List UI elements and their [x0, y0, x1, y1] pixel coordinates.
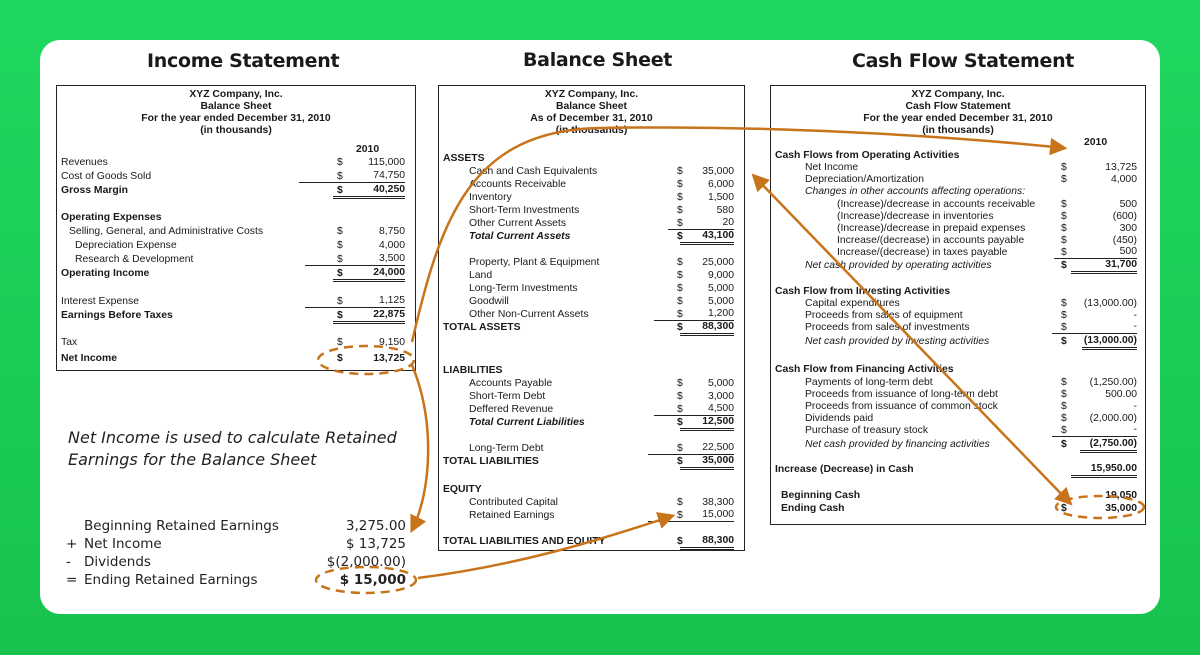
row-value: 19,050	[1105, 490, 1137, 501]
row-value: 6,000	[707, 179, 734, 190]
currency-symbol: $	[677, 283, 683, 294]
currency-symbol: $	[677, 404, 683, 415]
currency-symbol: $	[1061, 298, 1067, 309]
net-income-row	[57, 352, 415, 365]
statement-period: For the year ended December 31, 2010	[141, 113, 331, 124]
currency-symbol: $	[337, 254, 343, 265]
taxes-change-row	[771, 246, 1145, 259]
row-value: 43,100	[680, 230, 734, 245]
row-label: Interest Expense	[61, 296, 139, 307]
currency-symbol: $	[337, 226, 343, 237]
row-label: Selling, General, and Administrative Costs	[69, 226, 264, 237]
retained-value: 3,275.00	[345, 518, 406, 534]
row-value: 5,000	[707, 283, 734, 294]
row-label: Proceeds from sales of investments	[805, 322, 970, 333]
row-label: (Increase)/decrease in prepaid expenses	[837, 223, 1026, 234]
row-value: 1,125	[305, 295, 405, 308]
retained-row	[66, 572, 406, 589]
row-value: 13,725	[373, 353, 405, 364]
total-liabilities-row	[439, 455, 744, 468]
goodwill-row	[439, 295, 744, 308]
currency-symbol: $	[677, 166, 683, 177]
row-label: Other Non-Current Assets	[469, 309, 589, 320]
statement-units: (in thousands)	[200, 125, 272, 136]
row-value: 12,500	[680, 416, 734, 431]
row-label: Total Current Assets	[469, 231, 571, 242]
revenues-row	[57, 156, 415, 169]
row-value: 3,000	[707, 391, 734, 402]
row-label: Tax	[61, 337, 78, 348]
row-label: Cash and Cash Equivalents	[469, 166, 598, 177]
currency-symbol: $	[337, 240, 343, 251]
financing-heading	[771, 363, 1145, 376]
row-value: 8,750	[378, 226, 405, 237]
row-value: 88,300	[680, 321, 734, 336]
ltd-row	[439, 442, 744, 455]
row-value: 4,500	[654, 403, 734, 416]
row-label: Retained Earnings	[469, 510, 555, 521]
currency-symbol: $	[677, 443, 683, 454]
row-label: TOTAL LIABILITIES	[443, 456, 539, 467]
row-label: Land	[469, 270, 493, 281]
std-row	[439, 390, 744, 403]
retained-label: Net Income	[84, 536, 162, 552]
row-value: 35,000	[702, 166, 734, 177]
row-label: Earnings Before Taxes	[61, 310, 173, 321]
balance-sheet-sheet	[438, 85, 745, 551]
row-value: (1,250.00)	[1089, 377, 1137, 388]
cogs-row	[57, 170, 415, 183]
cash-flow-statement-sheet	[770, 85, 1146, 525]
currency-symbol: $	[337, 157, 343, 168]
retained-value: $ 13,725	[345, 536, 406, 552]
assets-heading	[439, 152, 744, 165]
ar-row	[439, 178, 744, 191]
currency-symbol: $	[337, 185, 343, 196]
row-value: 35,000	[680, 455, 734, 470]
currency-symbol: $	[337, 296, 343, 307]
statement-name: Balance Sheet	[555, 101, 628, 112]
rnd-row	[57, 253, 415, 266]
currency-symbol: $	[677, 510, 683, 521]
row-label: Dividends paid	[805, 413, 874, 424]
row-label: Gross Margin	[61, 185, 128, 196]
currency-symbol: $	[677, 296, 683, 307]
row-label: Increase (Decrease) in Cash	[775, 464, 914, 475]
row-value: 15,950.00	[1071, 463, 1137, 478]
other-current-row	[439, 217, 744, 230]
changes-heading	[771, 185, 1145, 198]
currency-symbol: $	[1061, 223, 1067, 234]
currency-symbol: $	[677, 391, 683, 402]
row-label: Short-Term Debt	[469, 391, 546, 402]
note-line-2: Earnings for the Balance Sheet	[68, 450, 317, 469]
currency-symbol: $	[677, 205, 683, 216]
row-value: 5,000	[707, 296, 734, 307]
row-value: -	[1133, 401, 1137, 412]
row-label: ASSETS	[443, 153, 485, 164]
sga-row	[57, 225, 415, 238]
row-label: Proceeds from issuance of long-term debt	[805, 389, 998, 400]
retained-label: Dividends	[84, 554, 151, 570]
cash-row	[439, 165, 744, 178]
cash-flow-header	[771, 86, 1145, 137]
row-value: -	[1133, 310, 1137, 321]
row-value: 25,000	[702, 257, 734, 268]
retained-earnings-row	[439, 509, 744, 522]
row-value: (2,750.00)	[1080, 438, 1137, 453]
total-current-assets-row	[439, 230, 744, 243]
currency-symbol: $	[337, 268, 343, 279]
currency-symbol: $	[1061, 413, 1067, 424]
row-label: Accounts Payable	[469, 378, 553, 389]
row-label: LIABILITIES	[443, 365, 503, 376]
currency-symbol: $	[1061, 389, 1067, 400]
row-value: (2,000.00)	[1089, 413, 1137, 424]
statement-period: For the year ended December 31, 2010	[863, 113, 1053, 124]
balance-sheet-title: Balance Sheet	[523, 49, 673, 71]
net-income-to-retained-arrow	[412, 365, 428, 530]
income-statement-sheet	[56, 85, 416, 371]
row-value: 31,700	[1071, 259, 1137, 274]
row-label: Operating Expenses	[61, 212, 162, 223]
row-label: Changes in other accounts affecting operations:	[805, 186, 1026, 197]
row-value: 1,200	[654, 308, 734, 321]
row-label: EQUITY	[443, 484, 482, 495]
currency-symbol: $	[337, 171, 343, 182]
ebt-row	[57, 309, 415, 322]
row-label: Deffered Revenue	[469, 404, 554, 415]
row-value: 1,500	[707, 192, 734, 203]
row-label: (Increase)/decrease in inventories	[837, 211, 994, 222]
currency-symbol: $	[337, 310, 343, 321]
row-label: TOTAL ASSETS	[443, 322, 521, 333]
balance-sheet-header	[439, 86, 744, 137]
row-value: 4,000	[1110, 174, 1137, 185]
row-value: 500.00	[1105, 389, 1137, 400]
row-label: Proceeds from sales of equipment	[805, 310, 963, 321]
currency-symbol: $	[677, 179, 683, 190]
row-value: -	[1052, 424, 1137, 437]
row-value: -	[1052, 321, 1137, 334]
row-label: Goodwill	[469, 296, 509, 307]
operator: =	[66, 572, 78, 588]
row-value: 5,000	[707, 378, 734, 389]
row-value: 4,000	[378, 240, 405, 251]
sti-row	[439, 204, 744, 217]
currency-symbol: $	[1061, 322, 1067, 333]
row-label: Property, Plant & Equipment	[469, 257, 600, 268]
total-assets-row	[439, 321, 744, 334]
row-value: (13,000.00)	[1083, 298, 1137, 309]
row-label: Other Current Assets	[469, 218, 567, 229]
currency-symbol: $	[1061, 377, 1067, 388]
row-label: Purchase of treasury stock	[805, 425, 929, 436]
currency-symbol: $	[677, 309, 683, 320]
currency-symbol: $	[677, 218, 683, 229]
row-value: 15,000	[648, 509, 734, 522]
currency-symbol: $	[337, 353, 343, 364]
ending-cash-row	[771, 502, 1145, 515]
cash-flow-statement-title: Cash Flow Statement	[852, 50, 1075, 72]
currency-symbol: $	[1061, 235, 1067, 246]
net-investing-row	[771, 335, 1145, 348]
retained-label: Ending Retained Earnings	[84, 572, 258, 588]
currency-symbol: $	[677, 378, 683, 389]
currency-symbol: $	[677, 257, 683, 268]
row-label: Beginning Cash	[781, 490, 861, 501]
year-column-header: 2010	[356, 144, 380, 155]
row-label: Research & Development	[75, 254, 194, 265]
currency-symbol: $	[1061, 174, 1067, 185]
row-label: Proceeds from issuance of common stock	[805, 401, 998, 412]
retained-row	[66, 536, 406, 553]
currency-symbol: $	[1061, 425, 1067, 436]
currency-symbol: $	[1061, 211, 1067, 222]
operator: +	[66, 536, 78, 552]
row-label: Total Current Liabilities	[469, 417, 585, 428]
currency-symbol: $	[677, 456, 683, 467]
row-value: 74,750	[299, 170, 405, 183]
row-value: (450)	[1112, 235, 1137, 246]
investment-sales-row	[771, 321, 1145, 334]
year-column-header: 2010	[1084, 137, 1108, 148]
company-name: XYZ Company, Inc.	[189, 89, 283, 100]
equity-heading	[439, 483, 744, 496]
row-value: 35,000	[1105, 503, 1137, 514]
row-value: 500	[1119, 199, 1137, 210]
ap-row	[439, 377, 744, 390]
row-value: (600)	[1112, 211, 1137, 222]
total-current-liabilities-row	[439, 416, 744, 429]
row-label: Revenues	[61, 157, 108, 168]
currency-symbol: $	[677, 270, 683, 281]
retained-value: $ 15,000	[339, 572, 406, 588]
income-statement-header	[57, 86, 415, 137]
statement-units: (in thousands)	[922, 125, 994, 136]
currency-symbol: $	[337, 337, 343, 348]
row-value: 22,875	[333, 309, 405, 324]
currency-symbol: $	[677, 231, 683, 242]
row-value: 3,500	[305, 253, 405, 266]
row-value: 500	[1054, 246, 1137, 259]
statement-period: As of December 31, 2010	[530, 113, 653, 124]
deferred-revenue-row	[439, 403, 744, 416]
currency-symbol: $	[677, 192, 683, 203]
other-noncurrent-row	[439, 308, 744, 321]
explanation-note	[68, 427, 397, 471]
row-label: (Increase)/decrease in accounts receivable	[837, 199, 1036, 210]
row-value: 13,725	[1105, 162, 1137, 173]
row-label: Net cash provided by operating activities	[805, 260, 992, 271]
retained-row	[66, 518, 406, 535]
row-label: Cost of Goods Sold	[61, 171, 152, 182]
company-name: XYZ Company, Inc.	[544, 89, 639, 100]
beginning-cash-row	[771, 489, 1145, 502]
row-label: Payments of long-term debt	[805, 377, 933, 388]
row-label: Long-Term Debt	[469, 443, 544, 454]
row-label: Contributed Capital	[469, 497, 558, 508]
inventory-row	[439, 191, 744, 204]
currency-symbol: $	[1061, 310, 1067, 321]
gross-margin-row	[57, 184, 415, 197]
row-label: Increase/(decrease) in taxes payable	[837, 247, 1008, 258]
row-label: Net cash provided by investing activities	[805, 336, 990, 347]
row-label: Ending Cash	[781, 503, 845, 514]
row-value: (13,000.00)	[1082, 335, 1137, 350]
row-label: Cash Flow from Investing Activities	[775, 286, 951, 297]
row-value: 22,500	[648, 442, 734, 455]
retained-label: Beginning Retained Earnings	[84, 518, 279, 534]
income-statement-title: Income Statement	[147, 50, 340, 72]
currency-symbol: $	[1061, 162, 1067, 173]
operator: -	[66, 554, 71, 570]
net-financing-row	[771, 438, 1145, 451]
row-value: 40,250	[333, 184, 405, 199]
operating-expenses-heading	[57, 211, 415, 224]
row-label: Cash Flows from Operating Activities	[775, 150, 960, 161]
statement-name: Balance Sheet	[200, 101, 272, 112]
currency-symbol: $	[677, 417, 683, 428]
row-label: Accounts Receivable	[469, 179, 567, 190]
land-row	[439, 269, 744, 282]
row-value: 88,300	[680, 535, 734, 550]
currency-symbol: $	[677, 497, 683, 508]
row-label: Net Income	[805, 162, 859, 173]
currency-symbol: $	[677, 536, 683, 547]
total-liabilities-equity-row	[439, 535, 744, 548]
row-label: Increase/(decrease) in accounts payable	[837, 235, 1025, 246]
currency-symbol: $	[677, 322, 683, 333]
row-value: 20	[668, 217, 734, 230]
operating-income-row	[57, 267, 415, 280]
currency-symbol: $	[1061, 439, 1067, 450]
row-label: Cash Flow from Financing Activities	[775, 364, 954, 375]
row-label: Net Income	[61, 353, 118, 364]
row-value: 115,000	[368, 157, 405, 168]
row-label: Depreciation Expense	[75, 240, 177, 251]
statement-units: (in thousands)	[555, 125, 628, 136]
row-value: 580	[716, 205, 734, 216]
currency-symbol: $	[1061, 336, 1067, 347]
currency-symbol: $	[1061, 247, 1067, 258]
row-label: Net cash provided by financing activities	[805, 439, 990, 450]
company-name: XYZ Company, Inc.	[911, 89, 1005, 100]
depreciation-row	[57, 239, 415, 252]
row-label: Capital expenditures	[805, 298, 900, 309]
contributed-capital-row	[439, 496, 744, 509]
row-label: Long-Term Investments	[469, 283, 578, 294]
row-value: 24,000	[333, 267, 405, 282]
currency-symbol: $	[1061, 199, 1067, 210]
currency-symbol: $	[1061, 260, 1067, 271]
row-label: Inventory	[469, 192, 512, 203]
row-value: 9,000	[707, 270, 734, 281]
currency-symbol: $	[1061, 401, 1067, 412]
note-line-1: Net Income is used to calculate Retained	[68, 428, 397, 447]
liabilities-heading	[439, 364, 744, 377]
currency-symbol: $	[1061, 503, 1067, 514]
net-operating-row	[771, 259, 1145, 272]
row-value: 9,150	[378, 337, 405, 348]
treasury-row	[771, 424, 1145, 437]
tax-row	[57, 336, 415, 349]
lti-row	[439, 282, 744, 295]
row-label: Short-Term Investments	[469, 205, 580, 216]
statement-name: Cash Flow Statement	[905, 101, 1011, 112]
row-label: Operating Income	[61, 268, 150, 279]
increase-in-cash-row	[771, 463, 1145, 476]
retained-value: $(2,000.00)	[326, 554, 406, 570]
row-value: 300	[1119, 223, 1137, 234]
diagram-card	[40, 40, 1160, 614]
ppe-row	[439, 256, 744, 269]
row-value: 38,300	[702, 497, 734, 508]
interest-expense-row	[57, 295, 415, 308]
row-label: TOTAL LIABILITIES AND EQUITY	[443, 536, 606, 547]
row-label: Depreciation/Amortization	[805, 174, 924, 185]
retained-row	[66, 554, 406, 571]
